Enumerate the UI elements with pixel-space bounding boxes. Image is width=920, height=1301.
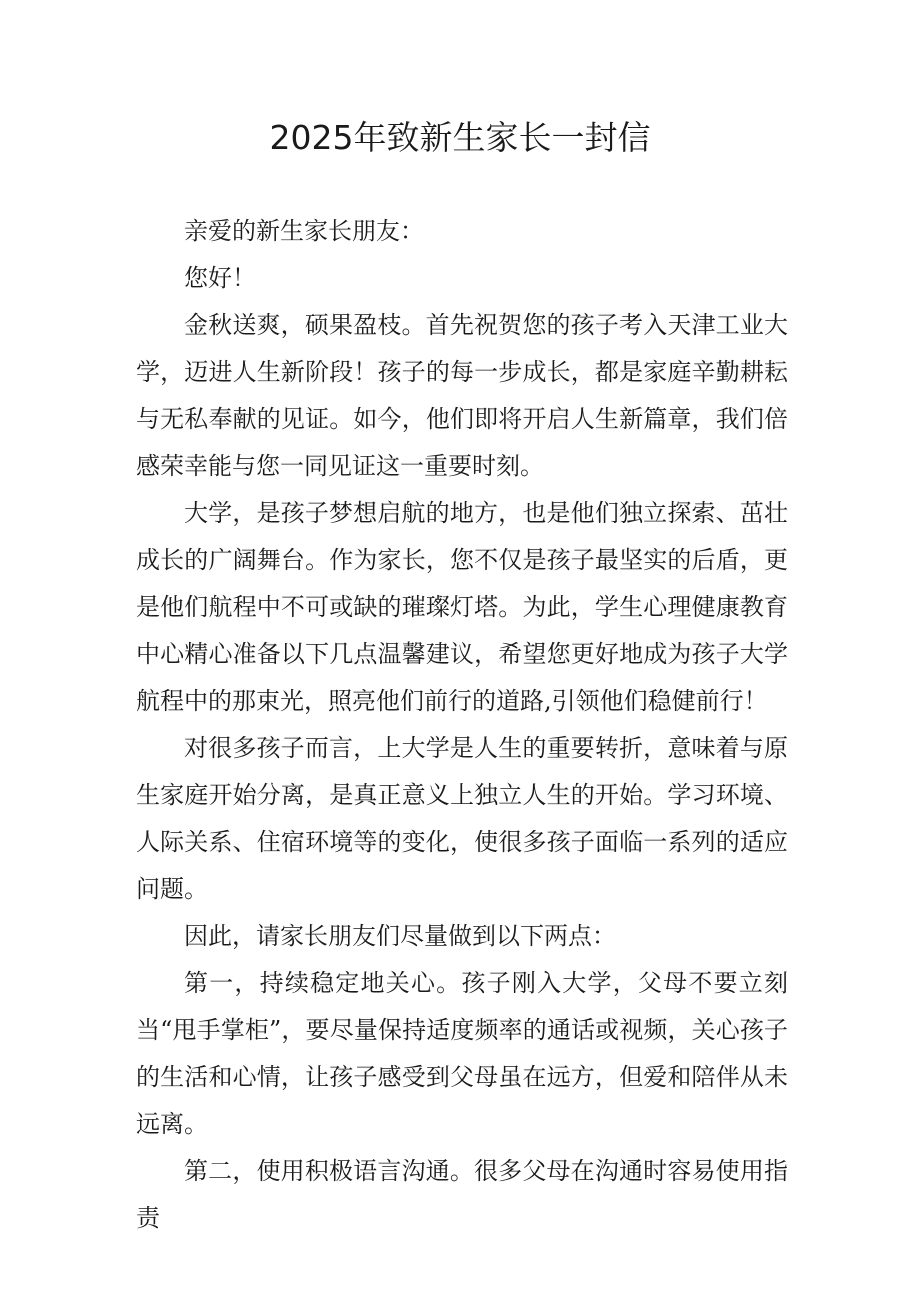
document-title: 2025年致新生家长一封信 [269, 118, 651, 157]
greeting: 您好！ [184, 264, 256, 292]
letter-body [136, 208, 788, 1242]
paragraph-point-two: 第二，使用积极语言沟通。很多父母在沟通时容易使用指责 [136, 1157, 788, 1232]
paragraph-adaptation: 对很多孩子而言，上大学是人生的重要转折，意味着与原生家庭开始分离，是真正意义上独立人生的开始。学习环境、人际关系、住宿环境等的变化，使很多孩子面临一系列的适应问题。 [136, 734, 788, 903]
salutation: 亲爱的新生家长朋友： [184, 217, 424, 245]
paragraph-point-one: 第一，持续稳定地关心。孩子刚入大学，父母不要立刻当“甩手掌柜”，要尽量保持适度频率的通话或视频，关心孩子的生活和心情，让孩子感受到父母虽在远方，但爱和陪伴从未远离。 [136, 969, 788, 1138]
paragraph-university-stage: 大学，是孩子梦想启航的地方，也是他们独立探索、茁壮成长的广阔舞台。作为家长，您不仅是孩子最坚实的后盾，更是他们航程中不可或缺的璀璨灯塔。为此，学生心理健康教育中心精心准备以下几点温馨建议，希望您更好地成为孩子大学航程中的那束光，照亮他们前行的道路,引领他们稳健前行！ [136, 499, 788, 715]
paragraph-congratulations: 金秋送爽，硕果盈枝。首先祝贺您的孩子考入天津工业大学，迈进人生新阶段！孩子的每一步成长，都是家庭辛勤耕耘与无私奉献的见证。如今，他们即将开启人生新篇章，我们倍感荣幸能与您一同见证这一重要时刻。 [136, 311, 788, 480]
paragraph-two-points-intro: 因此，请家长朋友们尽量做到以下两点： [184, 922, 616, 950]
